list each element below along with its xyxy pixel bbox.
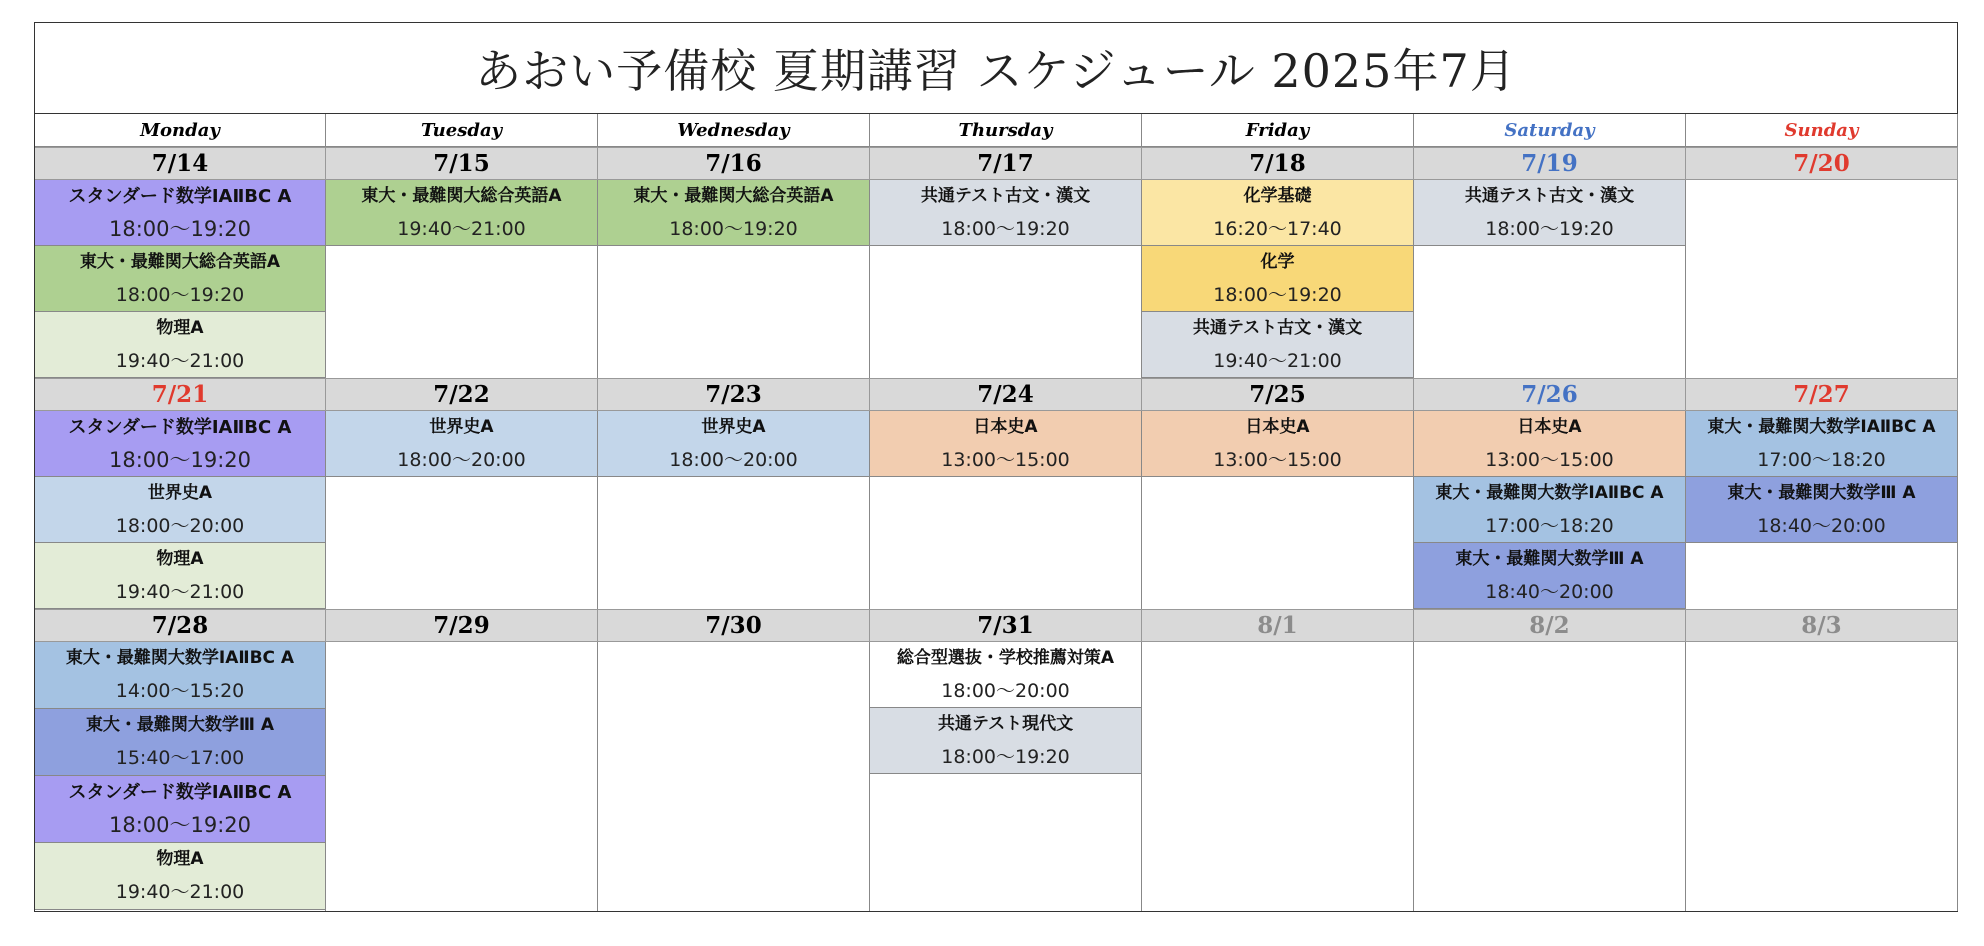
date-cell: 7/17 [870, 147, 1142, 180]
lesson-block[interactable] [1414, 411, 1686, 477]
lesson-name: 東大・最難関大数学IAⅡBC A [1707, 416, 1936, 437]
date-cell: 7/24 [870, 378, 1142, 411]
lesson-time: 19:40〜21:00 [115, 881, 245, 903]
day-column [1414, 642, 1686, 911]
lesson-name: 世界史A [429, 416, 494, 437]
lesson-block[interactable] [870, 180, 1142, 246]
lesson-name: 化学 [1260, 251, 1295, 272]
lesson-time: 19:40〜21:00 [115, 580, 245, 603]
lesson-name: スタンダード数学ⅠAⅡBC A [68, 185, 292, 207]
lesson-time: 13:00〜15:00 [941, 448, 1070, 471]
lesson-time: 14:00〜15:20 [115, 680, 245, 702]
lesson-name: 日本史A [973, 416, 1038, 437]
date-cell: 7/15 [326, 147, 598, 180]
lesson-block[interactable] [1142, 312, 1414, 378]
weekday-header: Thursday [870, 114, 1142, 147]
lesson-time: 18:00〜19:20 [941, 745, 1070, 768]
lesson-time: 18:40〜20:00 [1757, 514, 1886, 537]
day-column [1142, 642, 1414, 911]
lesson-time: 18:40〜20:00 [1485, 580, 1614, 603]
date-cell: 7/27 [1686, 378, 1958, 411]
lesson-block[interactable] [870, 642, 1142, 708]
date-cell: 8/1 [1142, 609, 1414, 642]
lesson-name: 世界史A [147, 482, 213, 503]
lesson-block[interactable] [35, 180, 326, 246]
lesson-name: 東大・最難関大総合英語A [633, 185, 834, 206]
lesson-name: 東大・最難関大総合英語A [361, 185, 562, 206]
lesson-block[interactable] [598, 180, 870, 246]
date-cell: 7/29 [326, 609, 598, 642]
day-column [326, 642, 598, 911]
date-cell: 7/25 [1142, 378, 1414, 411]
lesson-time: 18:00〜19:20 [108, 813, 252, 837]
lesson-name: 日本史A [1517, 416, 1582, 437]
lesson-block[interactable] [35, 543, 326, 609]
lesson-block[interactable] [35, 411, 326, 477]
day-column [1686, 642, 1958, 911]
weekday-header: Tuesday [326, 114, 598, 147]
lesson-time: 18:00〜19:20 [669, 217, 798, 240]
date-cell: 7/30 [598, 609, 870, 642]
lesson-time: 18:00〜20:00 [115, 514, 245, 537]
lesson-name: 共通テスト古文・漢文 [920, 185, 1091, 206]
lesson-time: 18:00〜19:20 [115, 283, 245, 306]
lesson-block[interactable] [35, 246, 326, 312]
lesson-time: 15:40〜17:00 [115, 747, 245, 769]
lesson-time: 18:00〜19:20 [1213, 283, 1342, 306]
lesson-block[interactable] [35, 843, 326, 910]
date-cell: 7/21 [35, 378, 326, 411]
lesson-name: 共通テスト現代文 [937, 713, 1074, 734]
lesson-name: 世界史A [701, 416, 766, 437]
lesson-time: 18:00〜19:20 [941, 217, 1070, 240]
lesson-time: 19:40〜21:00 [115, 349, 245, 372]
date-cell: 8/3 [1686, 609, 1958, 642]
lesson-block[interactable] [35, 312, 326, 378]
lesson-block[interactable] [35, 776, 326, 843]
lesson-block[interactable] [1686, 477, 1958, 543]
lesson-block[interactable] [1142, 411, 1414, 477]
lesson-name: スタンダード数学ⅠAⅡBC A [68, 782, 292, 803]
date-cell: 7/26 [1414, 378, 1686, 411]
lesson-block[interactable] [35, 709, 326, 776]
lesson-block[interactable] [326, 411, 598, 477]
lesson-block[interactable] [1142, 246, 1414, 312]
date-cell: 8/2 [1414, 609, 1686, 642]
date-cell: 7/22 [326, 378, 598, 411]
weekday-header: Wednesday [598, 114, 870, 147]
lesson-name: 東大・最難関大数学IAⅡBC A [1435, 482, 1664, 503]
lesson-name: 東大・最難関大総合英語A [79, 251, 281, 272]
weekday-header: Sunday [1686, 114, 1958, 147]
lesson-name: 東大・最難関大数学Ⅲ A [1727, 482, 1916, 503]
lesson-name: 物理A [156, 317, 204, 338]
calendar-grid [35, 114, 1957, 911]
day-column [598, 642, 870, 911]
weekday-header: Friday [1142, 114, 1414, 147]
lesson-name: 東大・最難関大数学Ⅲ A [85, 715, 275, 735]
lesson-time: 16:20〜17:40 [1213, 217, 1342, 240]
lesson-time: 18:00〜19:20 [108, 447, 252, 472]
page-title: あおい予備校 夏期講習 スケジュール 2025年7月 [35, 23, 1957, 114]
lesson-block[interactable] [1686, 411, 1958, 477]
date-cell: 7/31 [870, 609, 1142, 642]
lesson-block[interactable] [1414, 477, 1686, 543]
lesson-block[interactable] [1142, 180, 1414, 246]
lesson-name: スタンダード数学ⅠAⅡBC A [68, 416, 292, 438]
lesson-time: 19:40〜21:00 [1213, 349, 1342, 372]
date-cell: 7/14 [35, 147, 326, 180]
weekday-header: Saturday [1414, 114, 1686, 147]
lesson-time: 19:40〜21:00 [397, 217, 526, 240]
lesson-block[interactable] [35, 477, 326, 543]
lesson-time: 18:00〜20:00 [941, 679, 1070, 702]
lesson-name: 化学基礎 [1243, 185, 1312, 206]
date-cell: 7/16 [598, 147, 870, 180]
lesson-name: 共通テスト古文・漢文 [1464, 185, 1635, 206]
lesson-time: 18:00〜20:00 [669, 448, 798, 471]
lesson-time: 18:00〜19:20 [1485, 217, 1614, 240]
date-cell: 7/28 [35, 609, 326, 642]
weekday-header: Monday [35, 114, 326, 147]
lesson-block[interactable] [870, 411, 1142, 477]
lesson-time: 13:00〜15:00 [1485, 448, 1614, 471]
lesson-block[interactable] [1414, 543, 1686, 609]
lesson-block[interactable] [598, 411, 870, 477]
lesson-name: 総合型選抜・学校推薦対策A [896, 647, 1115, 668]
date-cell: 7/23 [598, 378, 870, 411]
lesson-name: 共通テスト古文・漢文 [1192, 317, 1363, 338]
lesson-time: 17:00〜18:20 [1757, 448, 1886, 471]
lesson-time: 18:00〜20:00 [397, 448, 526, 471]
lesson-time: 13:00〜15:00 [1213, 448, 1342, 471]
lesson-time: 18:00〜19:20 [108, 216, 252, 241]
date-cell: 7/19 [1414, 147, 1686, 180]
lesson-block[interactable] [35, 642, 326, 709]
day-column [1686, 180, 1958, 378]
lesson-block[interactable] [870, 708, 1142, 774]
schedule-sheet [34, 22, 1958, 912]
lesson-block[interactable] [326, 180, 598, 246]
lesson-name: 東大・最難関大数学Ⅲ A [1455, 548, 1644, 569]
date-cell: 7/20 [1686, 147, 1958, 180]
date-cell: 7/18 [1142, 147, 1414, 180]
lesson-name: 日本史A [1245, 416, 1310, 437]
lesson-time: 17:00〜18:20 [1485, 514, 1614, 537]
lesson-name: 物理A [156, 548, 204, 569]
lesson-name: 物理A [156, 849, 204, 869]
lesson-name: 東大・最難関大数学IAⅡBC A [65, 648, 295, 668]
lesson-block[interactable] [1414, 180, 1686, 246]
